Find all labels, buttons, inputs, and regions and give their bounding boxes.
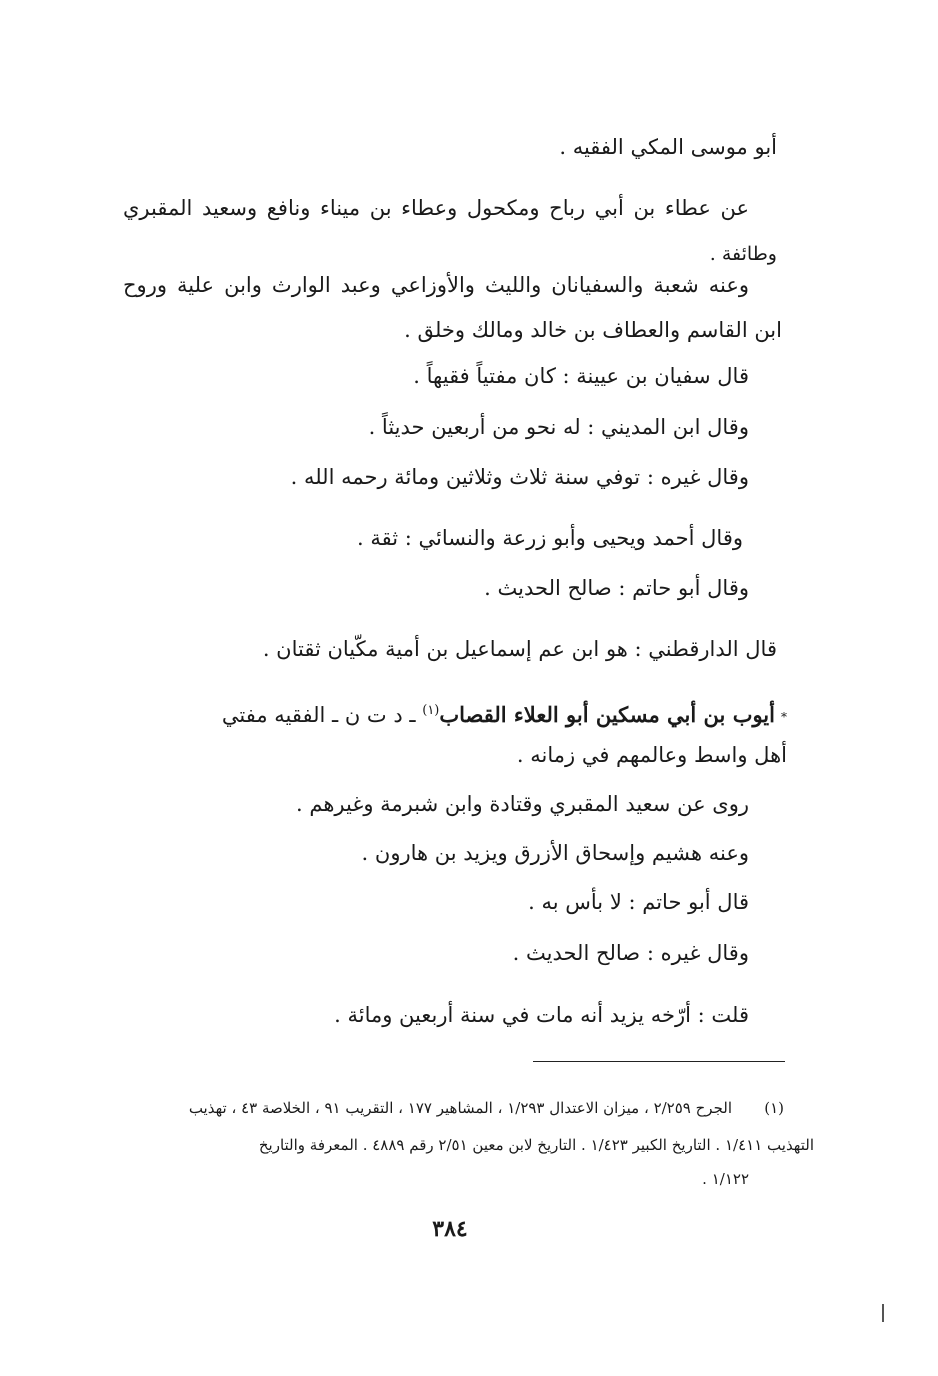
entry2-line6: وقال غيره : صالح الحديث . xyxy=(512,941,749,965)
footnote-line1: الجرح ٢/٢٥٩ ، ميزان الاعتدال ١/٢٩٣ ، المشاهير ١٧٧ ، التقريب ٩١ ، الخلاصة ٤٣ ، تهذيب xyxy=(188,1099,732,1117)
entry2-line2: أهل واسط وعالمهم في زمانه . xyxy=(516,743,787,767)
entry1-line4: وعنه شعبة والسفيانان والليث والأوزاعي وعبد الوارث وابن علية وروح xyxy=(123,273,749,297)
scan-edge-mark xyxy=(882,1304,884,1322)
entry1-line8: وقال غيره : توفي سنة ثلاث وثلاثين ومائة رحمه الله . xyxy=(290,465,749,489)
narrator-name: أيوب بن أبي مسكين أبو العلاء القصاب xyxy=(439,702,775,727)
entry1-line9: وقال أحمد ويحيى وأبو زرعة والنسائي : ثقة . xyxy=(356,526,743,550)
entry2-line5: قال أبو حاتم : لا بأس به . xyxy=(528,890,749,914)
entry1-line2: عن عطاء بن أبي رباح ومكحول وعطاء بن ميناء ونافع وسعيد المقبري xyxy=(123,196,749,220)
entry2-heading xyxy=(222,696,787,732)
footnote-ref[interactable]: (١) xyxy=(422,703,440,718)
entry1-line1: أبو موسى المكي الفقيه . xyxy=(559,135,777,159)
footnote-line3: ١/١٢٢ . xyxy=(702,1170,749,1188)
entry1-line11: قال الدارقطني : هو ابن عم إسماعيل بن أمية مكّيان ثقتان . xyxy=(262,637,777,661)
entry-marker: * xyxy=(781,709,787,724)
entry1-line5: ابن القاسم والعطاف بن خالد ومالك وخلق . xyxy=(404,318,782,342)
entry1-line10: وقال أبو حاتم : صالح الحديث . xyxy=(484,576,749,600)
entry1-line6: قال سفيان بن عيينة : كان مفتياً فقيهاً . xyxy=(413,364,749,388)
entry1-line7: وقال ابن المديني : له نحو من أربعين حديثاً . xyxy=(368,415,749,439)
footnote-separator xyxy=(533,1061,785,1062)
entry1-line3: وطائفة . xyxy=(709,243,777,265)
footnote-number: (١) xyxy=(764,1099,784,1117)
entry2-line7: قلت : أرّخه يزيد أنه مات في سنة أربعين ومائة . xyxy=(334,1003,749,1027)
entry2-line3: روى عن سعيد المقبري وقتادة وابن شبرمة وغيرهم . xyxy=(296,792,749,816)
entry2-line4: وعنه هشيم وإسحاق الأزرق ويزيد بن هارون . xyxy=(361,841,749,865)
heading-rest: ـ د ت ن ـ الفقيه مفتي xyxy=(221,703,423,727)
page-number: ٣٨٤ xyxy=(432,1216,468,1242)
footnote-line2: التهذيب ١/٤١١ . التاريخ الكبير ١/٤٢٣ . التاريخ لابن معين ٢/٥١ رقم ٤٨٨٩ . المعرفة والتاريخ xyxy=(258,1136,814,1154)
